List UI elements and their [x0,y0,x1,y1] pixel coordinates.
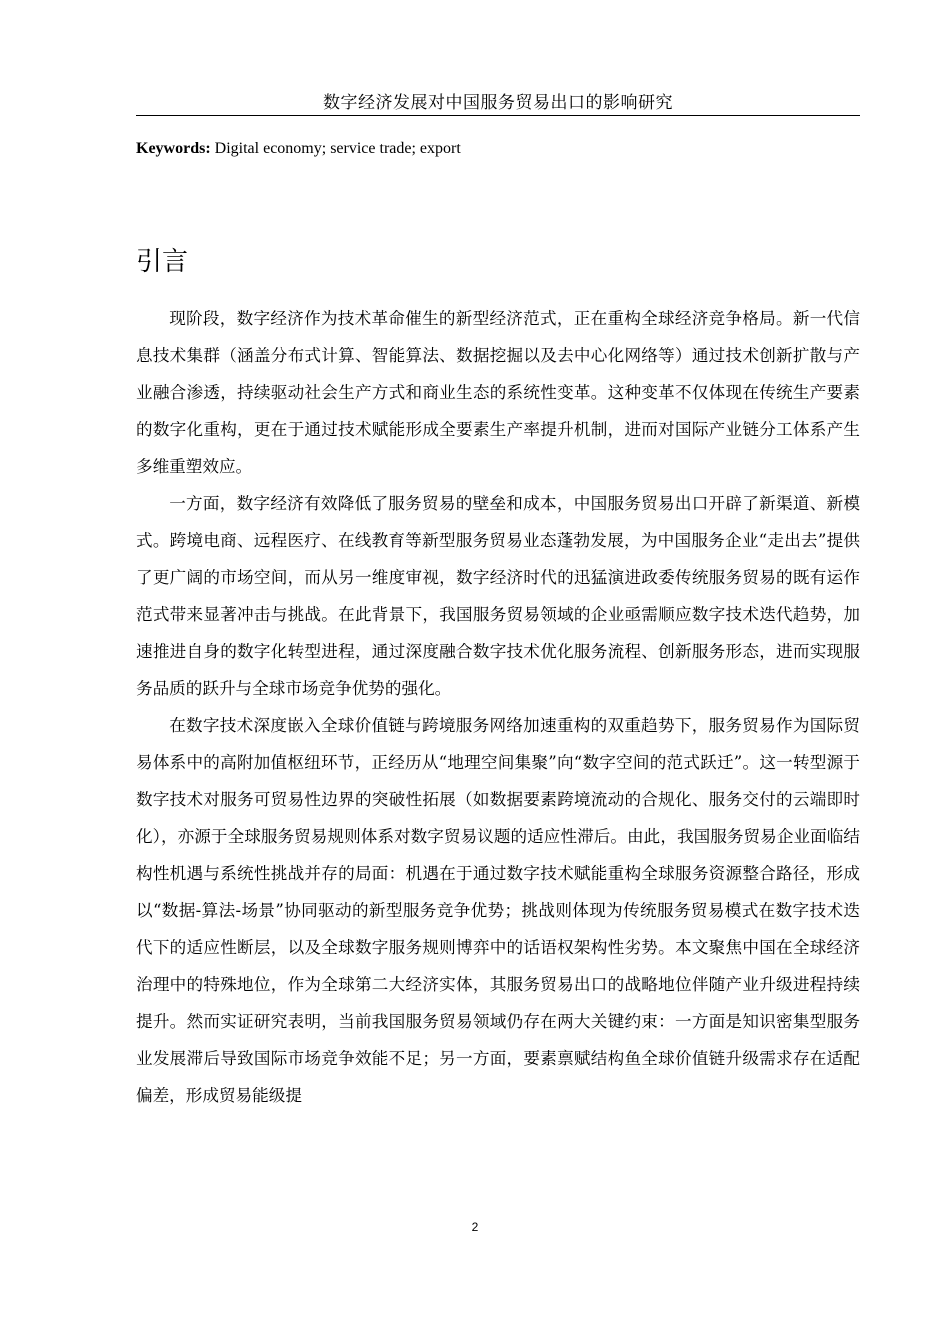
keywords-text: Digital economy; service trade; export [210,140,461,157]
header-divider [136,115,860,116]
paragraph-1: 现阶段，数字经济作为技术革命催生的新型经济范式，正在重构全球经济竞争格局。新一代信息技术集群（涵盖分布式计算、智能算法、数据挖掘以及去中心化网络等）通过技术创新扩散与产业融合渗透，持续驱动社会生产方式和商业生态的系统性变革。这种变革不仅体现在传统生产要素的数字化重构，更在于通过技术赋能形成全要素生产率提升机制，进而对国际产业链分工体系产生多维重塑效应。 [136,309,860,476]
section-heading: 引言 [136,247,189,277]
body-text [136,300,860,1114]
paragraph-2: 一方面，数字经济有效降低了服务贸易的壁垒和成本，中国服务贸易出口开辟了新渠道、新模式。跨境电商、远程医疗、在线教育等新型服务贸易业态蓬勃发展，为中国服务企业“走出去”提供了更广阔的市场空间，而从另一维度审视，数字经济时代的迅猛演进政委传统服务贸易的既有运作范式带来显著冲击与挑战。在此背景下，我国服务贸易领域的企业亟需顺应数字技术迭代趋势，加速推进自身的数字化转型进程，通过深度融合数字技术优化服务流程、创新服务形态，进而实现服务品质的跃升与全球市场竞争优势的强化。 [136,494,860,698]
paragraph-3: 在数字技术深度嵌入全球价值链与跨境服务网络加速重构的双重趋势下，服务贸易作为国际贸易体系中的高附加值枢纽环节，正经历从“地理空间集聚”向“数字空间的范式跃迁”。这一转型源于数字技术对服务可贸易性边界的突破性拓展（如数据要素跨境流动的合规化、服务交付的云端即时化），亦源于全球服务贸易规则体系对数字贸易议题的适应性滞后。由此，我国服务贸易企业面临结构性机遇与系统性挑战并存的局面：机遇在于通过数字技术赋能重构全球服务资源整合路径，形成以“数据-算法-场景”协同驱动的新型服务竞争优势；挑战则体现为传统服务贸易模式在数字技术迭代下的适应性断层，以及全球数字服务规则博弈中的话语权架构性劣势。本文聚焦中国在全球经济治理中的特殊地位，作为全球第二大经济实体，其服务贸易出口的战略地位伴随产业升级进程持续提升。然而实证研究表明，当前我国服务贸易领域仍存在两大关键约束：一方面是知识密集型服务业发展滞后导致国际市场竞争效能不足；另一方面，要素禀赋结构鱼全球价值链升级需求存在适配偏差，形成贸易能级提 [136,716,860,1105]
page-number: 2 [471,1220,479,1234]
running-header-title: 数字经济发展对中国服务贸易出口的影响研究 [323,93,673,113]
keywords-label: Keywords: [136,140,211,157]
keywords-line [136,138,860,160]
